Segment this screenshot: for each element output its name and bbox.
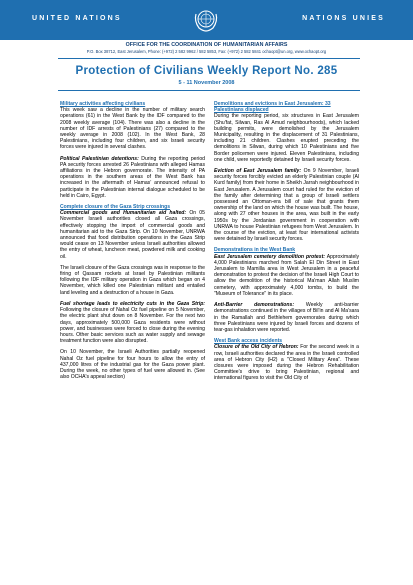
paragraph-text: For the second week in a row, Israeli authorities declared the area in the Israeli controlled area of Hebron City (H2) a "Closed Military Area". These closures were imposed during the Hebron Rehabilitation Committee's drive to bring Palestinian, regional and international figures to visit the Old City of — [214, 344, 359, 382]
report-title: Protection of Civilians Weekly Report No. 285 — [75, 65, 338, 77]
right-column — [214, 99, 359, 387]
paragraph-lead: Fuel shortage leads to electricity cuts in the Gaza Strip: — [60, 300, 205, 307]
paragraph-text: On 05 November Israeli authorities closed all Gaza crossings, effectively stopping the import of commercial goods and humanitarian aid to the Gaza Strip. On 10 November, UNRWA announced that food distribution operations in the Gaza Strip would cease on 13 November unless Israeli authorities allowed the entry of wheat, luncheon meat, powdered milk and cooking oil. — [60, 210, 205, 260]
paragraph — [214, 254, 359, 297]
un-name-fr: NATIONS UNIES — [302, 15, 385, 22]
paragraph-text: During the reporting period, six structures in East Jerusalem (Shu'fat, Silwan, Ras Al Amud neighbourhoods), which lacked building permits, were demolished by the Jerusalem Municipality, resulting in the displacement of 31 Palestinians, including 21 children. Clashes erupted preceding the demolitions in Silwan, during which 10 Palestinians and five Border policemen were injured. Eleven Palestinians, including one child, were reportedly detained by Israeli security forces. — [214, 113, 359, 163]
divider-top — [58, 58, 360, 59]
paragraph — [214, 344, 359, 381]
paragraph-lead: Commercial goods and Humanitarian aid halted: — [60, 210, 187, 217]
paragraph-text: Following the closure of Nahal Oz fuel pipeline on 5 November, the electric plant shut down on 8 November. For the next two days, approximately 500,000 Gaza residents were without power, and businesses were forced to close during the evening hours. Other basic services such as water supply and sewage treatment function were also disrupted. — [60, 307, 205, 345]
paragraph-text: This week saw a decline in the number of military search operations (61) in the West Bank by the IDF compared to the 2008 weekly average (104). There was also a decline in the number of IDF arrests of Palestinians (27) compared to the weekly average in 2008 (102). In the West Bank, 28 Palestinians, including four children, and six Israeli security forces were injured in several clashes. — [60, 107, 205, 151]
report-dates: 5 - 11 November 2008 — [178, 80, 235, 86]
paragraph-text: Weekly anti-barrier demonstrations continued in the villages of Bil'in and Al Ma'sara in the Ramallah and Bethlehem governorates during which three Palestinians were injured by Israeli forces and dozens of tear-gas inhalation were reported. — [214, 302, 360, 333]
paragraph-lead: Closure of the Old City of Hebron: — [214, 344, 299, 351]
paragraph-text: On 9 November, Israeli security forces forcibly evicted an elderly Palestinian couple (Al Kurd family) from their home in Sheikh Jarrah neighbourhood in East Jerusalem. A Jerusalem court had ruled for the eviction of the family after determining that a group of Israeli settlers possessed an Ottoman-era bill of sale that grants them ownership of the land on which the house was built. The house, along with 27 other houses in the area, was built in the early 1950s by the Jordanian government in cooperation with UNRWA to house Palestinian refugees from West Jerusalem. In the course of the eviction, at least four international activists were detained by Israeli security forces. — [214, 168, 360, 243]
paragraph-text: During the reporting period PA security forces arrested 26 Palestinians with alleged Hamas affiliations in the Hebron governorate. The intensity of PA operations in the southern areas of the West Bank has increased in the aftermath of Hamas’ announced refusal to participate in the Palestinian internal dialogue scheduled to be held in Cairo, Egypt. — [60, 155, 205, 199]
office-address: P.O. Box 38712, East Jerusalem, Phone: (+972) 2 582 9962 / 582 5853, Fax: (+972) 2 582 5841 ochaopt@un.org, www.ochaopt.org — [86, 49, 327, 54]
divider-bottom — [58, 90, 360, 91]
paragraph — [60, 107, 205, 150]
paragraph — [60, 265, 205, 296]
un-emblem-icon — [191, 6, 221, 34]
paragraph — [60, 349, 205, 380]
paragraph-lead: Eviction of East Jerusalem family: — [214, 168, 302, 175]
section-heading: Demolitions and evictions in East Jerusalem: 33 Palestinians displaced — [214, 101, 331, 114]
paragraph — [214, 113, 359, 163]
left-column — [60, 99, 205, 385]
paragraph-lead: East Jerusalem cemetery demolition protest: — [214, 253, 325, 260]
paragraph-text: Approximately 4,000 Palestinians marched from Salah El Din Street in East Jerusalem to Mamilla area in West Jerusalem in a peaceful demonstration to protest the decision of the Israeli High Court to allow the demolition of the historical Ma'man Allah Muslim cemetery, with approximately 4,000 tombs, to build the "Museum of Tolerance" in its place. — [214, 253, 359, 297]
un-name-en: UNITED NATIONS — [32, 15, 122, 22]
section-heading: Complete closure of the Gaza Strip crossings — [60, 204, 171, 211]
paragraph — [214, 168, 359, 242]
section-heading: West Bank access incidents — [214, 338, 283, 345]
paragraph — [214, 302, 359, 333]
section-heading: Military activities affecting civilians — [60, 101, 146, 107]
paragraph — [60, 210, 205, 260]
paragraph-text: On 10 November, the Israeli Authorities partially reopened Nahal Oz fuel pipeline for four hours to allow the entry of 437,000 litres of the industrial gas for the Gaza power plant. During the week, no other types of fuel were allowed in. (See also OCHA's appeal section) — [60, 349, 205, 381]
paragraph — [60, 156, 205, 199]
office-name: OFFICE FOR THE COORDINATION OF HUMANITARIAN AFFAIRS — [125, 42, 288, 48]
section-heading: Demonstrations in the West Bank — [214, 247, 296, 254]
paragraph-lead: Anti-Barrier demonstrations: — [214, 302, 295, 309]
paragraph — [60, 301, 205, 344]
paragraph-text: The Israeli closure of the Gaza crossings was in response to the firing of Qassam rockets at Israel by Palestinian militants following the IDF military operation in Gaza which began on 4 November, which killed one Palestinian militant and entailed land leveling and a destruction of a house in Gaza. — [60, 264, 205, 296]
paragraph-lead: Political Palestinian detentions: — [60, 155, 139, 162]
header-banner — [0, 0, 413, 40]
